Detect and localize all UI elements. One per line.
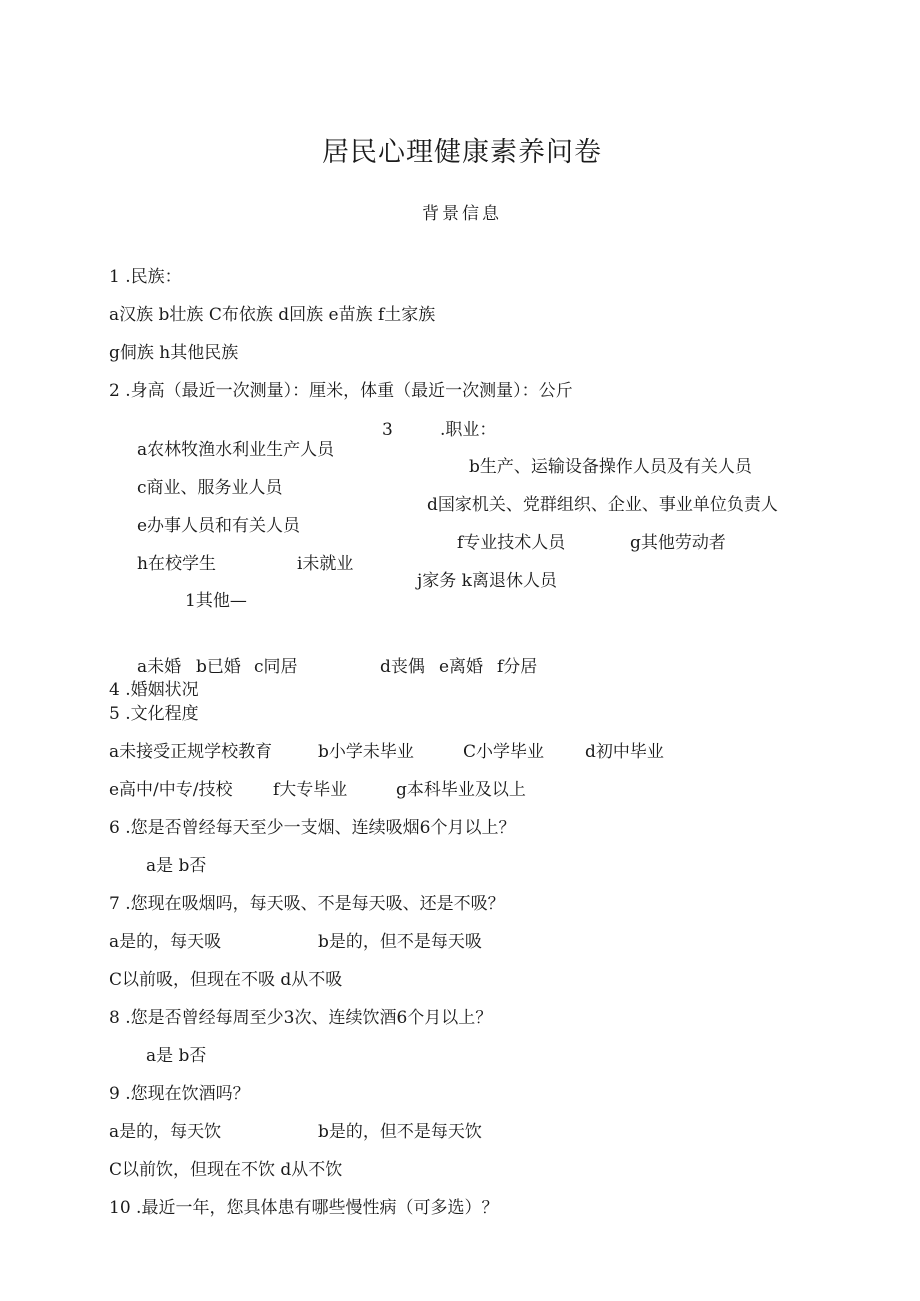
question-3-option-d: d国家机关、党群组织、企业、事业单位负责人 [427, 495, 778, 515]
question-3-option-f: f专业技术人员 [457, 533, 566, 553]
question-5-option-b: b小学未毕业 [318, 742, 414, 762]
question-5-option-g: g本科毕业及以上 [396, 780, 526, 800]
question-4-option-d: d丧偶 [380, 657, 425, 677]
question-10: 10 .最近一年，您具体患有哪些慢性病（可多选）？ [109, 1198, 499, 1218]
question-7-options-cd: C以前吸，但现在不吸 d从不吸 [109, 970, 343, 990]
question-5-option-f: f大专毕业 [273, 780, 348, 800]
question-3-number: 3 [382, 420, 393, 440]
question-8-options: a是 b否 [146, 1046, 207, 1066]
question-6-options: a是 b否 [146, 856, 207, 876]
question-6: 6 .您是否曾经每天至少一支烟、连续吸烟6个月以上？ [109, 818, 516, 838]
question-1: 1 .民族： [109, 267, 182, 287]
question-3-option-b: b生产、运输设备操作人员及有关人员 [469, 457, 752, 477]
question-3-option-c: c商业、服务业人员 [137, 478, 283, 498]
section-subtitle: 背景信息 [422, 204, 502, 224]
question-3-option-l: 1其他— [185, 591, 247, 611]
question-4-option-f: f分居 [497, 657, 538, 677]
question-3-option-a: a农林牧渔水利业生产人员 [137, 440, 335, 460]
question-9-option-b: b是的，但不是每天饮 [318, 1122, 482, 1142]
question-3-option-jk: j家务 k离退休人员 [417, 571, 557, 591]
question-4-option-a: a未婚 [137, 657, 182, 677]
question-8: 8 .您是否曾经每周至少3次、连续饮酒6个月以上？ [109, 1008, 493, 1028]
question-4: 4 .婚姻状况 [109, 680, 199, 700]
question-3-option-h: h在校学生 [137, 554, 216, 574]
question-5-option-e: e高中/中专/技校 [109, 780, 233, 800]
question-5: 5 .文化程度 [109, 704, 199, 724]
page-title: 居民心理健康素养问卷 [322, 137, 602, 168]
question-1-options-line1: a汉族 b壮族 C布依族 d回族 e苗族 f土家族 [109, 305, 436, 325]
question-3-option-i: i未就业 [297, 554, 354, 574]
question-7: 7 .您现在吸烟吗，每天吸、不是每天吸、还是不吸？ [109, 894, 505, 914]
question-3-option-g: g其他劳动者 [630, 533, 726, 553]
question-5-option-a: a未接受正规学校教育 [109, 742, 273, 762]
question-2: 2 .身高（最近一次测量）：厘米，体重（最近一次测量）：公斤 [109, 381, 573, 401]
question-9-option-a: a是的，每天饮 [109, 1122, 222, 1142]
question-4-option-c: c同居 [254, 657, 298, 677]
question-3-label: .职业： [440, 420, 497, 440]
question-4-option-e: e离婚 [439, 657, 484, 677]
question-4-option-b: b已婚 [196, 657, 241, 677]
question-7-option-b: b是的，但不是每天吸 [318, 932, 482, 952]
question-5-option-d: d初中毕业 [585, 742, 664, 762]
question-7-option-a: a是的，每天吸 [109, 932, 222, 952]
question-1-options-line2: g侗族 h其他民族 [109, 343, 239, 363]
question-5-option-c: C小学毕业 [463, 742, 545, 762]
question-9: 9 .您现在饮酒吗？ [109, 1084, 250, 1104]
question-9-options-cd: C以前饮，但现在不饮 d从不饮 [109, 1160, 343, 1180]
question-3-option-e: e办事人员和有关人员 [137, 516, 301, 536]
